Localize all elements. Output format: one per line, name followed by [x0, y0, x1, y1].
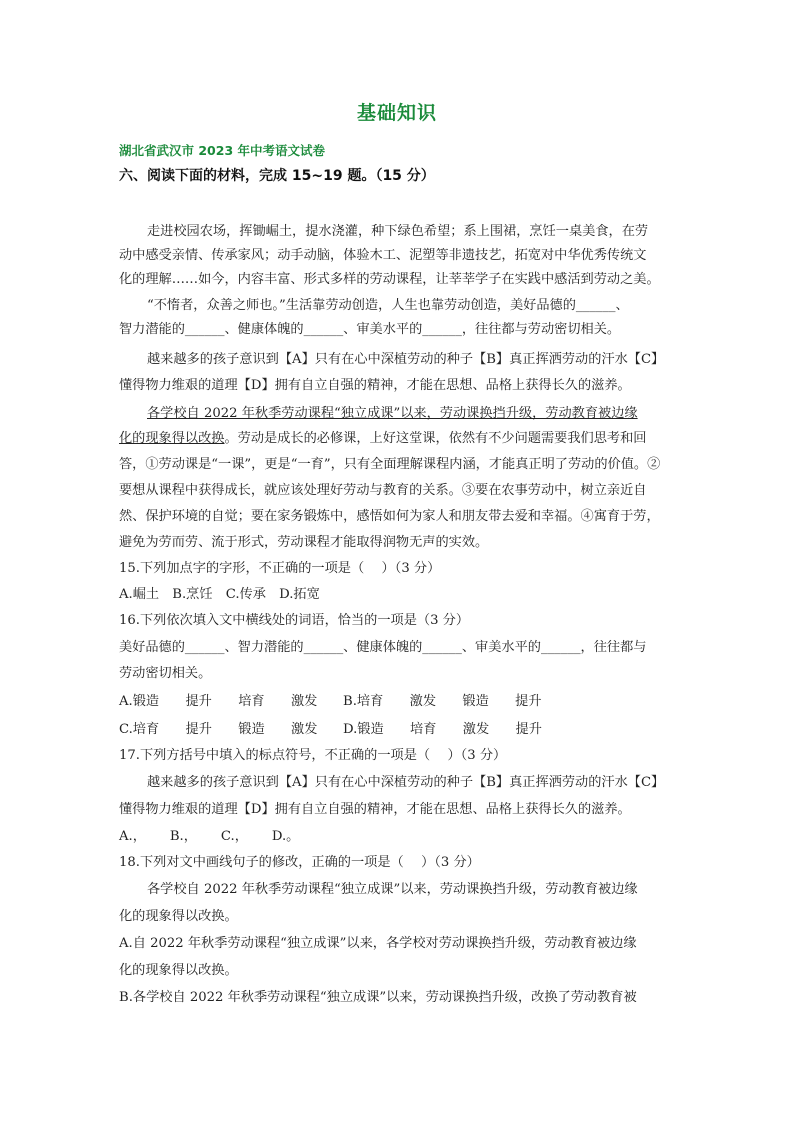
question-16-text: 美好品德的______、智力潜能的______、健康体魄的______、审美水平的______，往往都与: [119, 640, 647, 655]
page-title: 基础知识: [356, 102, 437, 124]
question-15-stem: 15.下列加点字的字形，不正确的一项是（ ）（3 分）: [119, 561, 441, 576]
exam-source: 湖北省武汉市 2023 年中考语文试卷: [119, 143, 325, 158]
passage-line: 避免为劳而劳、流于形式，劳动课程才能取得润物无声的实效。: [119, 535, 489, 550]
option-a: A.自 2022 年秋季劳动课程“独立成课”以来，各学校对劳动课换挡升级，劳动教育被边缘: [119, 936, 637, 951]
question-16-stem: 16.下列依次填入文中横线处的词语，恰当的一项是（3 分）: [119, 613, 470, 628]
question-17-text: 懂得物力维艰的道理【D】拥有自立自强的精神，才能在思想、品格上获得长久的滋养。: [119, 802, 631, 817]
passage-line: 化的现象得以改换。劳动是成长的必修课，上好这堂课，依然有不少问题需要我们思考和回: [119, 431, 647, 446]
question-17-text: 越来越多的孩子意识到【A】只有在心中深植劳动的种子【B】真正挥洒劳动的汗水【C】: [147, 775, 665, 790]
option-c: C.培育 提升 锻造 激发: [119, 722, 318, 737]
question-18-text: 化的现象得以改换。: [119, 909, 238, 924]
passage-line: 要想从课程中获得成长，就应该处理好劳动与教育的关系。③要在农事劳动中，树立亲近自: [119, 483, 647, 498]
passage-line: 然、保护环境的自觉；要在家务锻炼中，感悟如何为家人和朋友带去爱和幸福。④寓育于劳，: [119, 509, 660, 524]
passage-line: 动中感受亲情、传承家风；动手动脑，体验木工、泥塑等非遗技艺，拓宽对中华优秀传统文: [119, 248, 647, 263]
question-16-text: 劳动密切相关。: [119, 666, 212, 681]
option-a: A.锻造 提升 培育 激发: [119, 694, 318, 709]
question-18-stem: 18.下列对文中画线句子的修改，正确的一项是（ ）（3 分）: [119, 855, 480, 870]
passage-line: 懂得物力维艰的道理【D】拥有自立自强的精神，才能在思想、品格上获得长久的滋养。: [119, 378, 631, 393]
passage-line: 越来越多的孩子意识到【A】只有在心中深植劳动的种子【B】真正挥洒劳动的汗水【C】: [147, 352, 665, 367]
question-16-options: [119, 720, 679, 740]
passage-line: 智力潜能的______、健康体魄的______、审美水平的______，往往都与劳动密切相关。: [119, 322, 621, 337]
passage-line: “不惰者，众善之师也。”生活靠劳动创造，人生也靠劳动创造，美好品德的______、: [147, 298, 629, 313]
question-17-stem: 17.下列方括号中填入的标点符号，不正确的一项是（ ）（3 分）: [119, 748, 507, 763]
option-b: B.培育 激发 锻造 提升: [343, 694, 542, 709]
option-a-cont: 化的现象得以改换。: [119, 963, 238, 978]
passage-line: 答，①劳动课是“一课”，更是“一育”，只有全面理解课程内涵，才能真正明了劳动的价值。②: [119, 457, 661, 472]
passage-line: 走进校园农场，挥锄崛土，提水浇灌，种下绿色希望；系上围裙，烹饪一桌美食，在劳: [147, 224, 649, 239]
question-18-text: 各学校自 2022 年秋季劳动课程“独立成课”以来，劳动课换挡升级，劳动教育被边缘: [147, 882, 638, 897]
option-b: B.各学校自 2022 年秋季劳动课程“独立成课”以来，劳动课换挡升级，改换了劳动教育被: [119, 990, 637, 1005]
passage-line: 化的理解……如今，内容丰富、形式多样的劳动课程，让莘莘学子在实践中感活到劳动之美。: [119, 272, 660, 287]
underlined-sentence-end: 化的现象得以改换: [119, 431, 225, 446]
question-15-options: A.崛土 B.烹饪 C.传承 D.拓宽: [119, 587, 320, 602]
question-16-options: [119, 692, 679, 712]
underlined-sentence: 各学校自 2022 年秋季劳动课程“独立成课”以来，劳动课换挡升级，劳动教育被边缘: [147, 406, 638, 421]
question-17-options: A.， B.， C.， D.。: [119, 829, 300, 844]
option-d: D.锻造 培育 激发 提升: [343, 722, 542, 737]
section-heading: 六、阅读下面的材料，完成 15~19 题。（15 分）: [119, 168, 435, 184]
